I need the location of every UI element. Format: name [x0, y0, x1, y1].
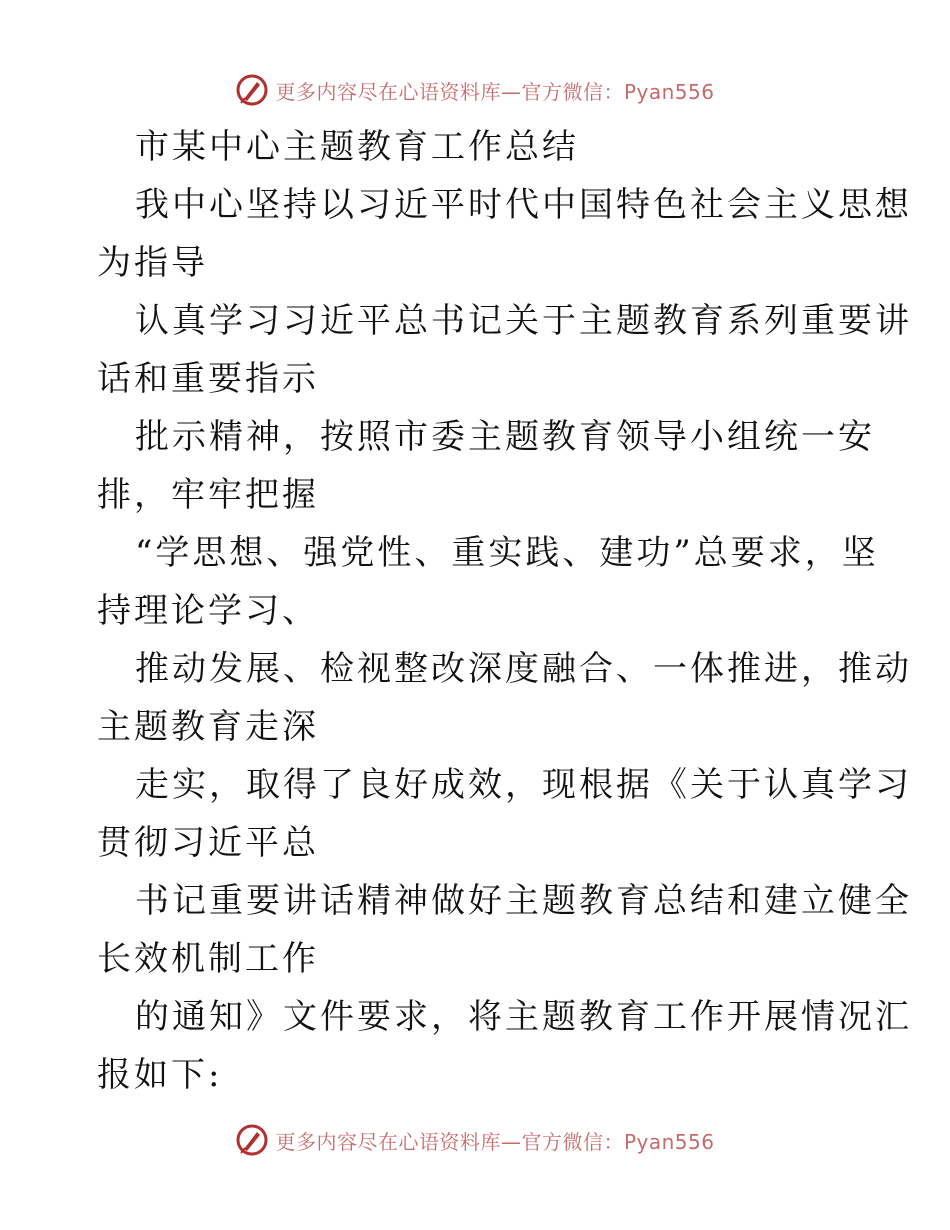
line-first: 推动发展、检视整改深度融合、一体推进，推动: [135, 649, 912, 689]
line-first: 批示精神，按照市委主题教育领导小组统一安: [135, 417, 875, 457]
line-first: 认真学习习近平总书记关于主题教育系列重要讲: [135, 301, 912, 341]
document-title: [97, 118, 857, 176]
paragraph: [97, 640, 912, 756]
watermark-text: 更多内容尽在心语资料库—官方微信：Pyan556: [275, 1129, 715, 1154]
line-second: 贯彻习近平总: [97, 823, 319, 863]
pen-feather-logo-icon: [235, 73, 269, 107]
line-second: 主题教育走深: [97, 707, 319, 747]
line-first: 的通知》文件要求，将主题教育工作开展情况汇: [135, 997, 912, 1037]
pen-feather-logo-icon: [235, 1123, 269, 1157]
line-first: 书记重要讲话精神做好主题教育总结和建立健全: [135, 881, 912, 921]
line-first: 市某中心主题教育工作总结: [135, 127, 579, 167]
line-second: 持理论学习、: [97, 591, 319, 631]
line-first: 我中心坚持以习近平时代中国特色社会主义思想: [135, 185, 912, 225]
paragraph: [97, 988, 912, 1104]
paragraph: [97, 756, 912, 872]
paragraph: [97, 872, 912, 988]
line-second: 排，牢牢把握: [97, 475, 319, 515]
document-body: [97, 118, 912, 1104]
line-first: 走实，取得了良好成效，现根据《关于认真学习: [135, 765, 912, 805]
line-second: 报如下:: [97, 1055, 223, 1095]
line-second: 话和重要指示: [97, 359, 319, 399]
paragraph: [97, 408, 875, 524]
line-first: “学思想、强党性、重实践、建功”总要求，坚: [135, 533, 879, 573]
paragraph: [97, 292, 912, 408]
watermark-text: 更多内容尽在心语资料库—官方微信：Pyan556: [275, 79, 715, 104]
watermark-footer: [0, 1120, 950, 1160]
paragraph: [97, 176, 912, 292]
line-second: 为指导: [97, 243, 208, 283]
line-second: 长效机制工作: [97, 939, 319, 979]
watermark-header: [0, 70, 950, 110]
paragraph: [97, 524, 879, 640]
